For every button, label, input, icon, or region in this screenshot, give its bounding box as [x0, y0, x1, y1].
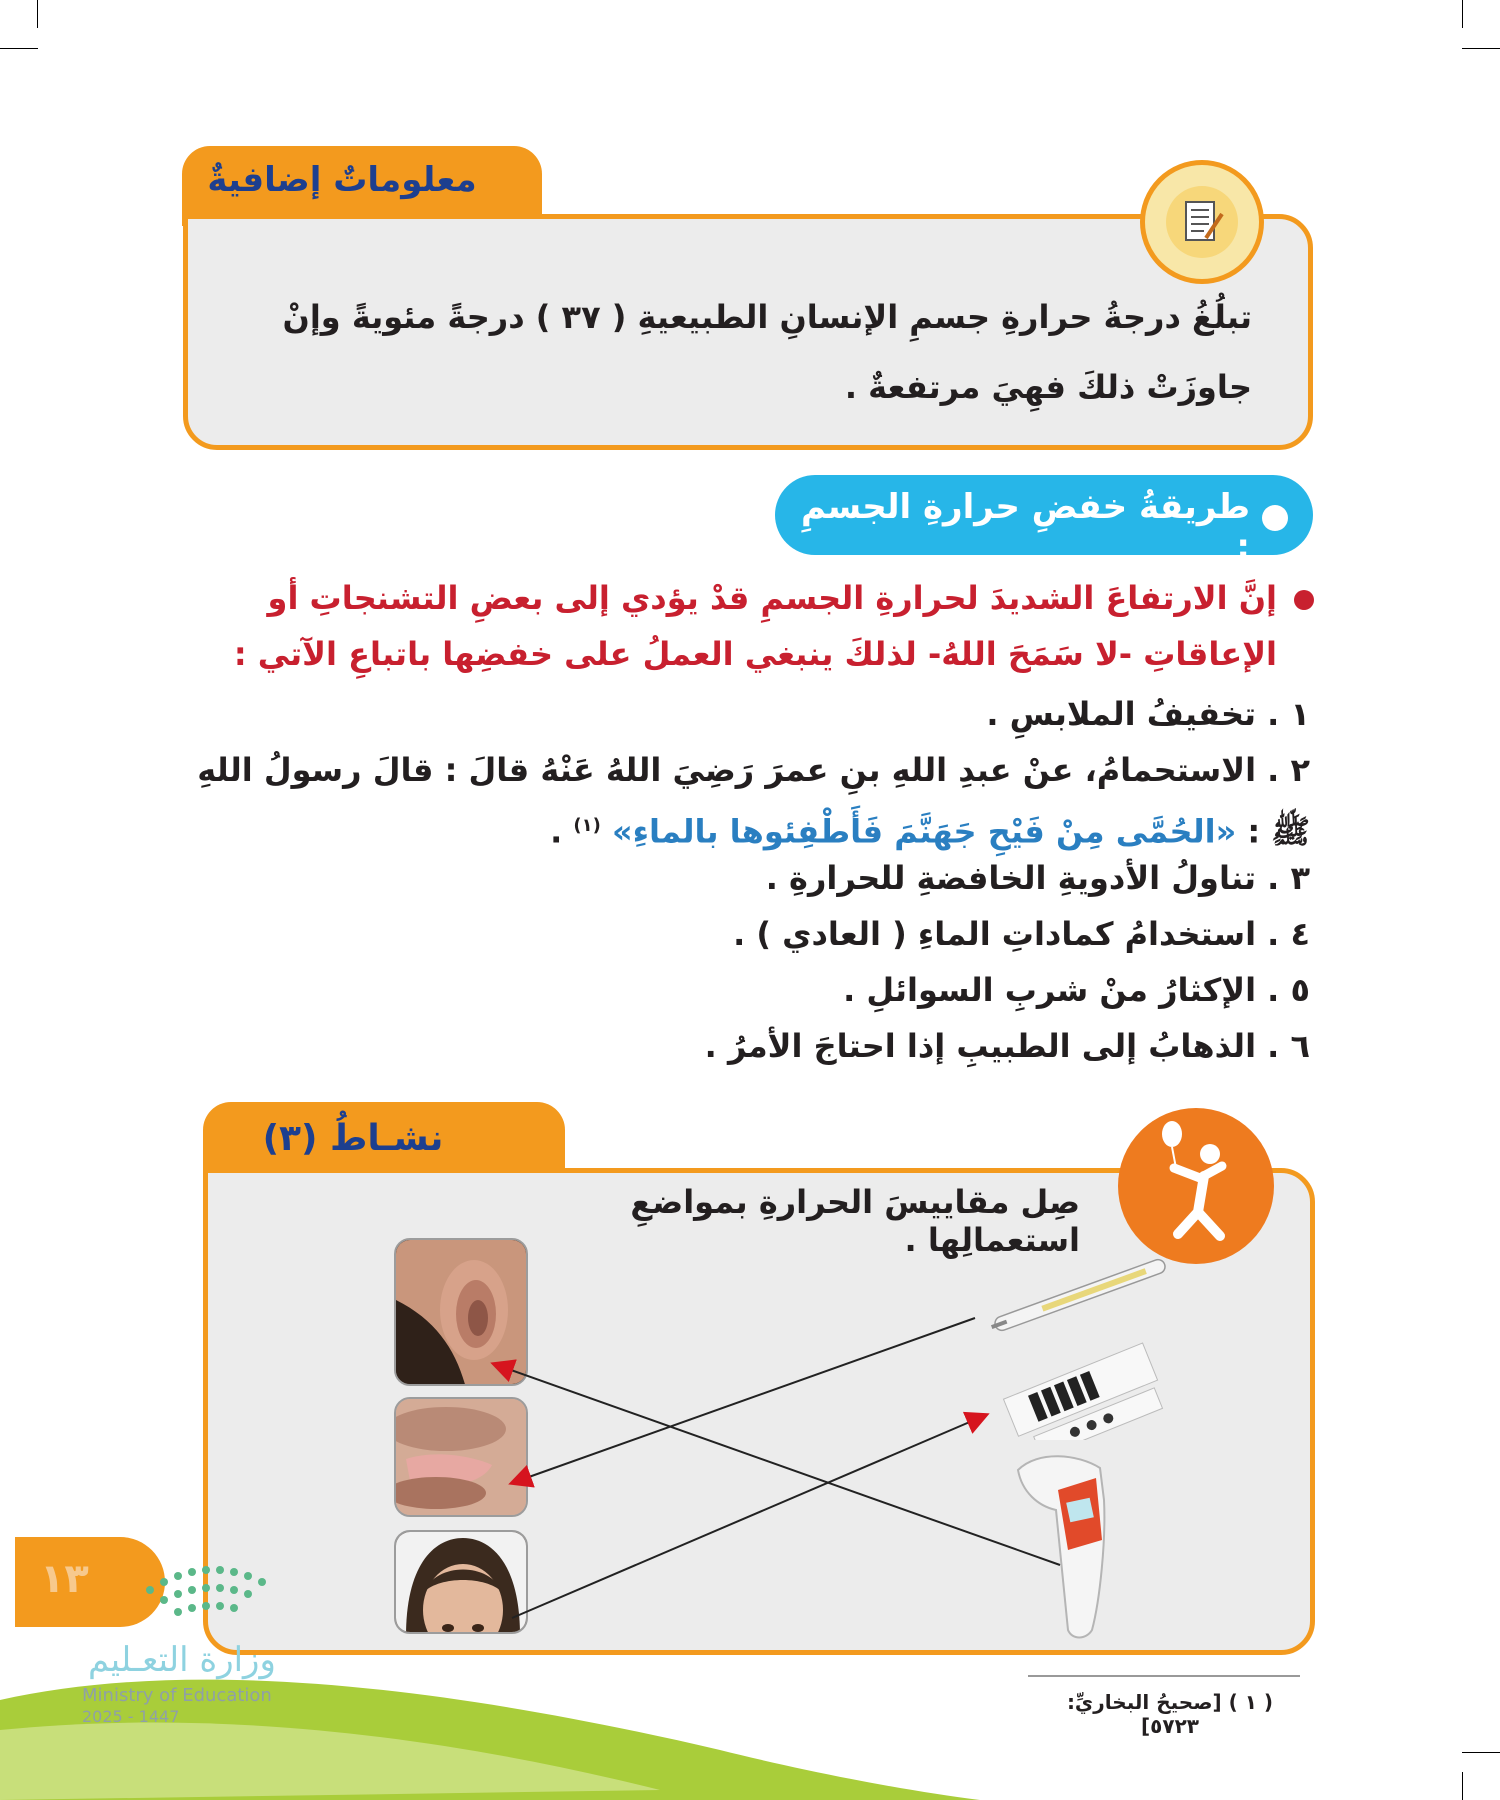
step-5: ٥ . الإكثارُ منْ شربِ السوائلِ . [843, 971, 1310, 1009]
page-number: ١٣ [40, 1556, 89, 1602]
step-2: ٢ . الاستحمامُ، عنْ عبدِ اللهِ بنِ عمرَ رَضِيَ اللهُ عَنْهُ قالَ : قالَ رسولُ اللهِ ﷺ : «الحُمَّى مِنْ فَيْحِ جَهَنَّمَ فَأَطْفِئوها بالماءِ» $^{(١)}$ . [197, 751, 1310, 851]
info-text: تبلُغُ درجةُ حرارةِ جسمِ الإنسانِ الطبيعيةِ ( ٣٧ ) درجةً مئويةً وإنْ جاوزَتْ ذلكَ فهِيَ مرتفعةٌ . [282, 298, 1252, 406]
ministry-year: 2025 - 1447 [82, 1707, 180, 1726]
footnote-divider [1028, 1675, 1300, 1677]
step-4: ٤ . استخدامُ كماداتِ الماءِ ( العادي ) . [733, 915, 1310, 953]
footnote: ( ١ ) [صحيحُ البخاريِّ: ٥٧٢٣] [1066, 1690, 1274, 1738]
ministry-name-english: Ministry of Education [82, 1685, 272, 1706]
step-3: ٣ . تناولُ الأدويةِ الخافضةِ للحرارةِ . [765, 859, 1310, 897]
line-forehead-to-strip [512, 1415, 986, 1618]
line-ear-thermometer-to-ear [494, 1364, 1060, 1565]
ministry-name-arabic: وزارة التعـليم [88, 1640, 276, 1680]
ministry-logo-dots [140, 1560, 270, 1630]
step-1: ١ . تخفيفُ الملابسِ . [986, 695, 1310, 733]
line-thermometer-to-mouth [512, 1318, 975, 1483]
hadith-text: «الحُمَّى مِنْ فَيْحِ جَهَنَّمَ فَأَطْفِئوها بالماءِ» [611, 812, 1237, 851]
activity-title: نشـاطُ (٣) [262, 1118, 444, 1159]
method-title: طريقةُ خفضِ حرارةِ الجسمِ : [800, 487, 1250, 567]
step-6: ٦ . الذهابُ إلى الطبيبِ إذا احتاجَ الأمرُ . [704, 1027, 1310, 1065]
step-2-text: ٢ . الاستحمامُ، عنْ عبدِ اللهِ بنِ عمرَ رَضِيَ اللهُ عَنْهُ قالَ : قالَ رسولُ اللهِ ﷺ : [197, 751, 1310, 851]
hadith-footnote-ref: (١) [573, 815, 601, 836]
info-title: معلوماتٌ إضافيةٌ [207, 160, 477, 200]
method-intro: إنَّ الارتفاعَ الشديدَ لحرارةِ الجسمِ قدْ يؤدي إلى بعضِ التشنجاتِ أو الإعاقاتِ -لا سَمَحَ اللهُ- لذلكَ ينبغي العملُ على خفضِها باتباعِ الآتي : [233, 579, 1277, 673]
activity-instruction: صِل مقاييسَ الحرارةِ بمواضعِ استعمالِها . [630, 1183, 1080, 1259]
